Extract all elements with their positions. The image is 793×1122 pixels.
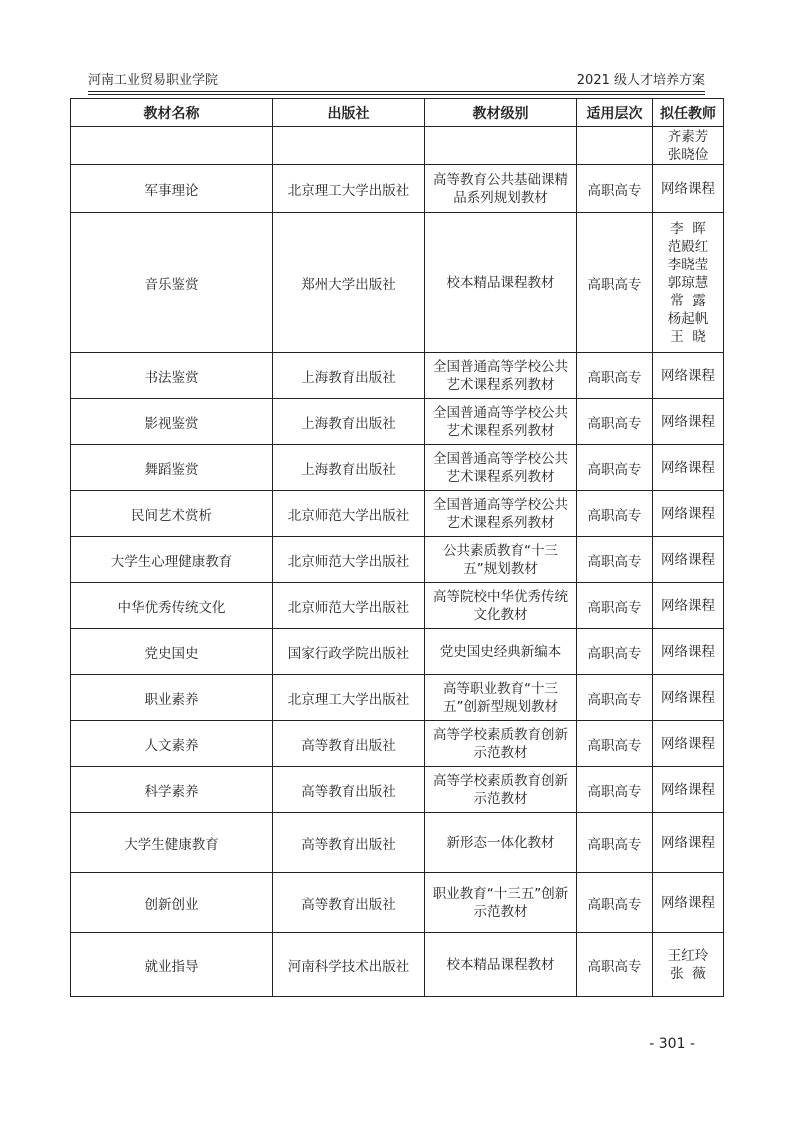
col-header-publisher: 出版社 (273, 99, 425, 127)
table-row (71, 675, 724, 721)
teacher-cell (653, 165, 724, 213)
publisher-cell: 高等教育出版社 (273, 813, 425, 873)
textbook-level-cell: 校本精品课程教材 (425, 933, 577, 997)
teacher-name: 网络课程 (661, 505, 715, 522)
applicable-tier-cell: 高职高专 (577, 537, 653, 583)
teacher-name: 杨起帆 (667, 310, 709, 327)
applicable-tier-cell: 高职高专 (577, 629, 653, 675)
teacher-name: 网络课程 (661, 367, 715, 384)
applicable-tier-cell: 高职高专 (577, 165, 653, 213)
publisher-cell: 北京师范大学出版社 (273, 583, 425, 629)
textbook-name-cell: 影视鉴赏 (71, 399, 273, 445)
table-row (71, 629, 724, 675)
applicable-tier-cell: 高职高专 (577, 721, 653, 767)
col-header-textbook-name: 教材名称 (71, 99, 273, 127)
applicable-tier-cell: 高职高专 (577, 213, 653, 353)
teacher-name: 网络课程 (661, 551, 715, 568)
publisher-cell: 高等教育出版社 (273, 721, 425, 767)
teacher-cell (653, 445, 724, 491)
applicable-tier-cell: 高职高专 (577, 767, 653, 813)
teacher-name: 网络课程 (661, 643, 715, 660)
publisher-cell: 上海教育出版社 (273, 399, 425, 445)
table-row (71, 399, 724, 445)
teacher-name: 网络课程 (661, 180, 715, 197)
textbook-level-cell: 高等学校素质教育创新示范教材 (425, 767, 577, 813)
teacher-cell (653, 933, 724, 997)
textbook-level-cell: 校本精品课程教材 (425, 213, 577, 353)
teacher-name: 王 晓 (670, 328, 706, 345)
header-school-name: 河南工业贸易职业学院 (88, 73, 219, 88)
textbook-level-cell: 全国普通高等学校公共艺术课程系列教材 (425, 491, 577, 537)
teacher-name: 网络课程 (661, 413, 715, 430)
textbook-level-cell: 高等职业教育“十三五”创新型规划教材 (425, 675, 577, 721)
table-row (71, 933, 724, 997)
teacher-name: 网络课程 (661, 597, 715, 614)
table-row (71, 445, 724, 491)
teacher-name: 郭琼慧 (667, 274, 709, 291)
col-header-applicable-tier: 适用层次 (577, 99, 653, 127)
table-row (71, 873, 724, 933)
table-body (71, 127, 724, 997)
textbook-name-cell: 党史国史 (71, 629, 273, 675)
textbook-name-cell: 大学生心理健康教育 (71, 537, 273, 583)
applicable-tier-cell: 高职高专 (577, 445, 653, 491)
teacher-cell (653, 399, 724, 445)
teacher-name: 王红玲 (667, 947, 709, 964)
table-row (71, 353, 724, 399)
textbook-level-cell: 职业教育“十三五”创新示范教材 (425, 873, 577, 933)
textbook-name-cell: 书法鉴赏 (71, 353, 273, 399)
textbook-level-cell: 全国普通高等学校公共艺术课程系列教材 (425, 445, 577, 491)
textbook-level-cell: 公共素质教育“十三五”规划教材 (425, 537, 577, 583)
textbook-level-cell: 新形态一体化教材 (425, 813, 577, 873)
textbook-name-cell: 中华优秀传统文化 (71, 583, 273, 629)
table-header-row (71, 99, 724, 127)
teacher-name: 网络课程 (661, 689, 715, 706)
textbook-level-cell: 高等学校素质教育创新示范教材 (425, 721, 577, 767)
textbook-name-cell (71, 127, 273, 165)
teacher-name: 网络课程 (661, 834, 715, 851)
textbook-name-cell: 军事理论 (71, 165, 273, 213)
teacher-name: 齐素芳 (667, 128, 709, 145)
applicable-tier-cell: 高职高专 (577, 491, 653, 537)
textbook-table (70, 98, 724, 997)
teacher-name: 网络课程 (661, 894, 715, 911)
applicable-tier-cell: 高职高专 (577, 399, 653, 445)
applicable-tier-cell: 高职高专 (577, 813, 653, 873)
publisher-cell: 郑州大学出版社 (273, 213, 425, 353)
publisher-cell: 高等教育出版社 (273, 873, 425, 933)
applicable-tier-cell: 高职高专 (577, 583, 653, 629)
textbook-name-cell: 音乐鉴赏 (71, 213, 273, 353)
publisher-cell: 高等教育出版社 (273, 767, 425, 813)
publisher-cell: 国家行政学院出版社 (273, 629, 425, 675)
table-row (71, 767, 724, 813)
table-row (71, 583, 724, 629)
publisher-cell: 上海教育出版社 (273, 353, 425, 399)
teacher-name: 网络课程 (661, 459, 715, 476)
teacher-name: 张晓俭 (667, 146, 709, 163)
page-number: - 301 - (649, 1036, 695, 1052)
teacher-name: 常 露 (670, 292, 706, 309)
header-rule (88, 91, 705, 92)
applicable-tier-cell: 高职高专 (577, 675, 653, 721)
table-row (71, 127, 724, 165)
textbook-name-cell: 就业指导 (71, 933, 273, 997)
teacher-cell (653, 675, 724, 721)
teacher-name: 李晓莹 (667, 256, 709, 273)
applicable-tier-cell: 高职高专 (577, 873, 653, 933)
table-row (71, 165, 724, 213)
textbook-level-cell: 高等教育公共基础课精品系列规划教材 (425, 165, 577, 213)
table-row (71, 213, 724, 353)
applicable-tier-cell: 高职高专 (577, 353, 653, 399)
header-rule-thin (88, 94, 705, 95)
teacher-cell (653, 213, 724, 353)
publisher-cell: 北京师范大学出版社 (273, 491, 425, 537)
col-header-teacher: 拟任教师 (653, 99, 724, 127)
teacher-cell (653, 721, 724, 767)
textbook-level-cell: 高等院校中华优秀传统文化教材 (425, 583, 577, 629)
teacher-name: 网络课程 (661, 735, 715, 752)
teacher-cell (653, 629, 724, 675)
publisher-cell: 北京理工大学出版社 (273, 675, 425, 721)
teacher-name: 范殿红 (667, 238, 709, 255)
textbook-name-cell: 职业素养 (71, 675, 273, 721)
textbook-level-cell (425, 127, 577, 165)
teacher-cell (653, 491, 724, 537)
teacher-cell (653, 353, 724, 399)
teacher-cell (653, 537, 724, 583)
textbook-name-cell: 舞蹈鉴赏 (71, 445, 273, 491)
teacher-cell (653, 767, 724, 813)
applicable-tier-cell: 高职高专 (577, 933, 653, 997)
teacher-name: 网络课程 (661, 781, 715, 798)
table-row (71, 491, 724, 537)
textbook-level-cell: 党史国史经典新编本 (425, 629, 577, 675)
textbook-name-cell: 创新创业 (71, 873, 273, 933)
textbook-level-cell: 全国普通高等学校公共艺术课程系列教材 (425, 353, 577, 399)
publisher-cell: 上海教育出版社 (273, 445, 425, 491)
textbook-name-cell: 大学生健康教育 (71, 813, 273, 873)
textbook-name-cell: 民间艺术赏析 (71, 491, 273, 537)
table-row (71, 721, 724, 767)
publisher-cell (273, 127, 425, 165)
teacher-cell (653, 813, 724, 873)
table-row (71, 537, 724, 583)
textbook-level-cell: 全国普通高等学校公共艺术课程系列教材 (425, 399, 577, 445)
table-row (71, 813, 724, 873)
publisher-cell: 北京理工大学出版社 (273, 165, 425, 213)
publisher-cell: 北京师范大学出版社 (273, 537, 425, 583)
applicable-tier-cell (577, 127, 653, 165)
publisher-cell: 河南科学技术出版社 (273, 933, 425, 997)
teacher-cell (653, 873, 724, 933)
teacher-name: 李 晖 (670, 220, 706, 237)
teacher-cell (653, 127, 724, 165)
col-header-textbook-level: 教材级别 (425, 99, 577, 127)
header-program-title: 2021 级人才培养方案 (576, 73, 705, 88)
textbook-name-cell: 科学素养 (71, 767, 273, 813)
textbook-name-cell: 人文素养 (71, 721, 273, 767)
teacher-name: 张 薇 (670, 965, 706, 982)
teacher-cell (653, 583, 724, 629)
